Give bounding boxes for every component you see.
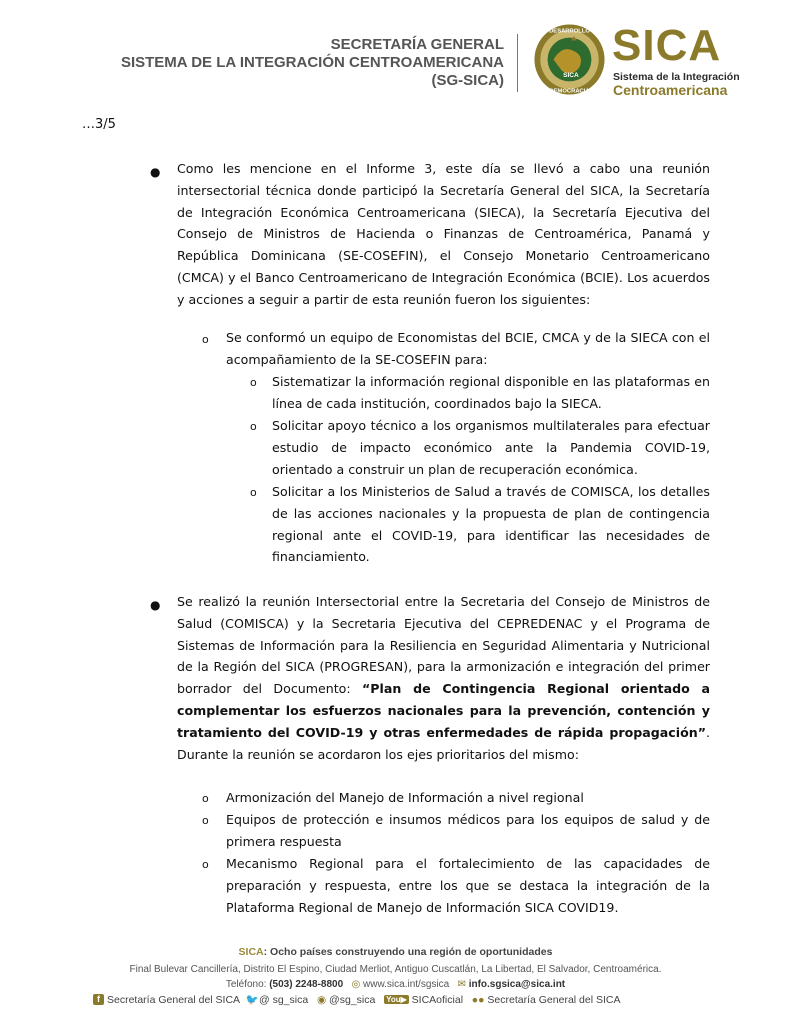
paragraph-1: Como les mencione en el Informe 3, este día se llevó a cabo una reunión intersectorial técnica donde participó la Secretaría General del SICA, la Secretaría de Integración Económica Centroamericana (SIECA), la Secretaría Ejecutiva del Consejo de Ministros de Hacienda o Finanzas de Centroamérica, Panamá y República Dominicana (SE-COSEFIN), el Consejo Monetario Centroamericano (CMCA) y el Banco Centroamericano de Integración Económica (BCIE). Los acuerdos y acciones a seguir a partir de esta reunión fueron los siguientes: — [177, 161, 710, 307]
footer-phone: (503) 2248-8800 — [269, 979, 344, 990]
circle-bullet-icon: o — [202, 792, 209, 805]
sub-sub-item-1: Sistematizar la información regional disponible en las plataformas en línea de cada institución, coordinados bajo la SIECA. — [272, 374, 710, 411]
header-title-block — [121, 36, 504, 90]
twitter-icon: 🐦 — [245, 994, 259, 1006]
eje-item-2: Equipos de protección e insumos médicos para los equipos de salud y de primera respuesta — [226, 812, 710, 849]
circle-bullet-icon: o — [250, 376, 257, 389]
sub-item-1: Se conformó un equipo de Economistas del BCIE, CMCA y de la SIECA con el acompañamiento de la SE-COSEFIN para: — [226, 330, 710, 367]
footer-web-link[interactable]: www.sica.int/sgsica — [363, 979, 450, 990]
seal-top-text: DESARROLLO — [549, 28, 590, 35]
paragraph-2-text-a: Se realizó la reunión Intersectorial entre la Secretaria del Consejo de Ministros de Salud (COMISCA) y la Secretaria Ejecutiva del CEPREDENAC y el Programa de Sistemas de Información para la Resiliencia en Seguridad Alimentaria y Nutricional de la Región del SICA (PROGRESAN), para la armonización e integración del primer borrador del Documento: — [177, 594, 710, 697]
footer-address: Final Bulevar Cancillería, Distrito El Espino, Ciudad Merliot, Antiguo Cuscatlán, La Libertad, El Salvador, Centroamérica. — [129, 964, 662, 975]
email-icon: ✉ — [457, 979, 466, 990]
footer-phone-label: Teléfono: — [225, 979, 270, 990]
page-number: …3/5 — [82, 117, 116, 132]
instagram-icon: ◉ — [316, 993, 327, 1006]
seal-center-text: SICA — [563, 72, 579, 80]
eje-item-3: Mecanismo Regional para el fortalecimiento de las capacidades de preparación y respuesta, entre los que se destaca la integración de la Plataforma Regional de Manejo de Información SICA COVID19. — [226, 856, 710, 915]
flickr-icon: ●● — [471, 993, 485, 1006]
bullet-icon: ● — [150, 165, 161, 179]
circle-bullet-icon: o — [202, 333, 209, 346]
seal-bottom-text: DEMOCRACIA — [549, 88, 590, 95]
sub-sub-item-3: Solicitar a los Ministerios de Salud a través de COMISCA, los detalles de las acciones nacionales y la propuesta de plan de contingencia regional ante el COVID-19, para identificar las necesidades de financiamiento. — [272, 484, 710, 565]
circle-bullet-icon: o — [250, 486, 257, 499]
footer-slogan — [0, 946, 791, 958]
paragraph-2-text-c: . Durante la reunión se acordaron los ejes prioritarios del mismo: — [177, 724, 710, 762]
sica-logo-subtitle-1: Sistema de la Integración — [613, 71, 740, 83]
facebook-icon: f — [93, 994, 104, 1005]
header-divider — [517, 34, 518, 92]
twitter-link[interactable]: @ sg_sica — [259, 993, 309, 1006]
facebook-link[interactable]: Secretaría General del SICA — [107, 993, 241, 1006]
footer-email-link[interactable]: info.sgsica@sica.int — [468, 979, 566, 990]
footer-slogan-text: : Ocho países construyendo una región de oportunidades — [263, 946, 553, 958]
instagram-link[interactable]: @sg_sica — [329, 993, 376, 1006]
header-line1: SECRETARÍA GENERAL — [330, 36, 504, 53]
document-title-bold: “Plan de Contingencia Regional orientado a complementar los esfuerzos nacionales para la prevención, contención y tratamiento del COVID-19 y otras enfermedades de rápida propagación” — [177, 681, 711, 740]
youtube-link[interactable]: SICAoficial — [411, 993, 464, 1006]
footer-slogan-brand: SICA — [238, 946, 264, 958]
sub-sub-item-2: Solicitar apoyo técnico a los organismos multilaterales para efectuar estudio de impacto económico ante la Pandemia COVID-19, orientado a construir un plan de recuperación económica. — [272, 418, 710, 477]
flickr-link[interactable]: Secretaría General del SICA — [487, 993, 621, 1006]
sica-logo-word: SICA — [612, 21, 722, 70]
footer-contact — [0, 979, 791, 990]
paragraph-2 — [177, 591, 710, 765]
header-line2: SISTEMA DE LA INTEGRACIÓN CENTROAMERICANA — [120, 54, 504, 71]
circle-bullet-icon: o — [250, 420, 257, 433]
bullet-icon: ● — [150, 598, 161, 612]
sica-logo-subtitle-2: Centroamericana — [613, 82, 728, 98]
footer-social-row — [93, 993, 713, 1009]
circle-bullet-icon: o — [202, 814, 209, 827]
header-line3: (SG-SICA) — [431, 72, 504, 89]
circle-bullet-icon: o — [202, 858, 209, 871]
eje-item-1: Armonización del Manejo de Información a nivel regional — [226, 790, 584, 805]
sica-seal-logo — [533, 23, 606, 96]
youtube-icon: You▶ — [386, 995, 407, 1004]
web-icon: ◎ — [351, 979, 361, 990]
